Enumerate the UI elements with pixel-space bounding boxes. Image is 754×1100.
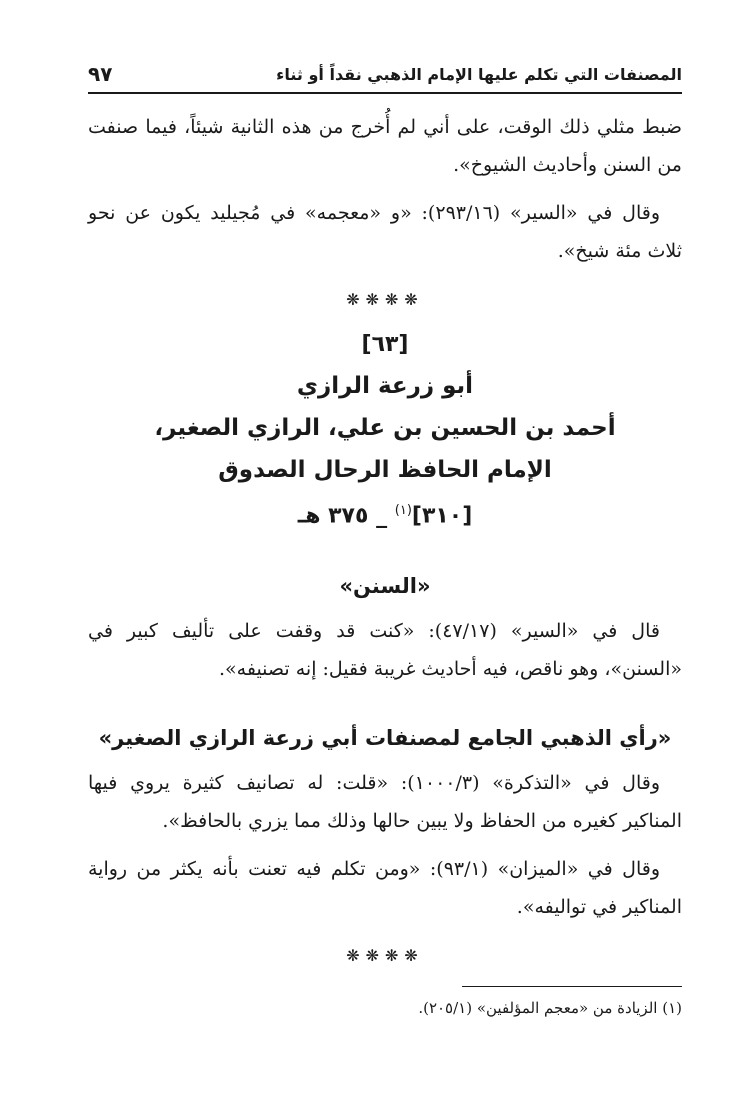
entry-dates [88, 491, 682, 536]
entry-full-name: أحمد بن الحسين بن علي، الرازي الصغير، [154, 415, 616, 441]
section-separator-bottom: ❋❋❋❋ [346, 946, 424, 966]
footnote: (١) الزيادة من «معجم المؤلفين» (٢٠٥/١). [418, 999, 682, 1017]
paragraph-sunan: قال في «السير» (٤٧/١٧): «كنت قد وقفت على تأليف كبير في «السنن»، وهو ناقص، فيه أحاديث غريبة فقيل: إنه تصنيفه». [88, 620, 682, 681]
section-heading-sunan: «السنن» [339, 574, 431, 599]
running-title: المصنفات التي تكلم عليها الإمام الذهبي نقداً أو ثناء [276, 64, 682, 84]
footnote-reference: (١) [394, 503, 412, 518]
dates-death: _ ٣٧٥ هـ [297, 503, 395, 529]
page-body [88, 108, 682, 981]
page-number: ٩٧ [88, 62, 113, 86]
page-header [88, 58, 682, 90]
paragraph-continuation: ضبط مثلي ذلك الوقت، على أني لم أُخرج من هذه الثانية شيئاً، فيما صنفت من السنن وأحاديث الشيوخ». [88, 116, 682, 176]
entry-epithet: الإمام الحافظ الرحال الصدوق [218, 457, 552, 483]
paragraph-tadhkira: وقال في «التذكرة» (١٠٠٠/٣): «قلت: له تصانيف كثيرة يروي فيها المناكير كغيره من الحفاظ ولا يبين حالها وذلك مما يزري بالحافظ». [88, 772, 682, 833]
dates-birth: [٣١٠] [411, 503, 473, 529]
paragraph-mizan: وقال في «الميزان» (٩٣/١): «ومن تكلم فيه تعنت بأنه يكثر من رواية المناكير في تواليفه». [88, 858, 682, 919]
header-divider [88, 92, 682, 94]
entry-kunya: أبو زرعة الرازي [296, 373, 474, 399]
footnote-divider [462, 986, 682, 987]
paragraph-siyar-quote: وقال في «السير» (٢٩٣/١٦): «و «معجمه» في مُجيليد يكون عن نحو ثلاث مئة شيخ». [88, 202, 682, 262]
entry-number: [٦٣] [361, 332, 409, 357]
section-heading-opinion: «رأي الذهبي الجامع لمصنفات أبي زرعة الرازي الصغير» [98, 726, 672, 751]
section-separator: ❋❋❋❋ [346, 290, 424, 309]
